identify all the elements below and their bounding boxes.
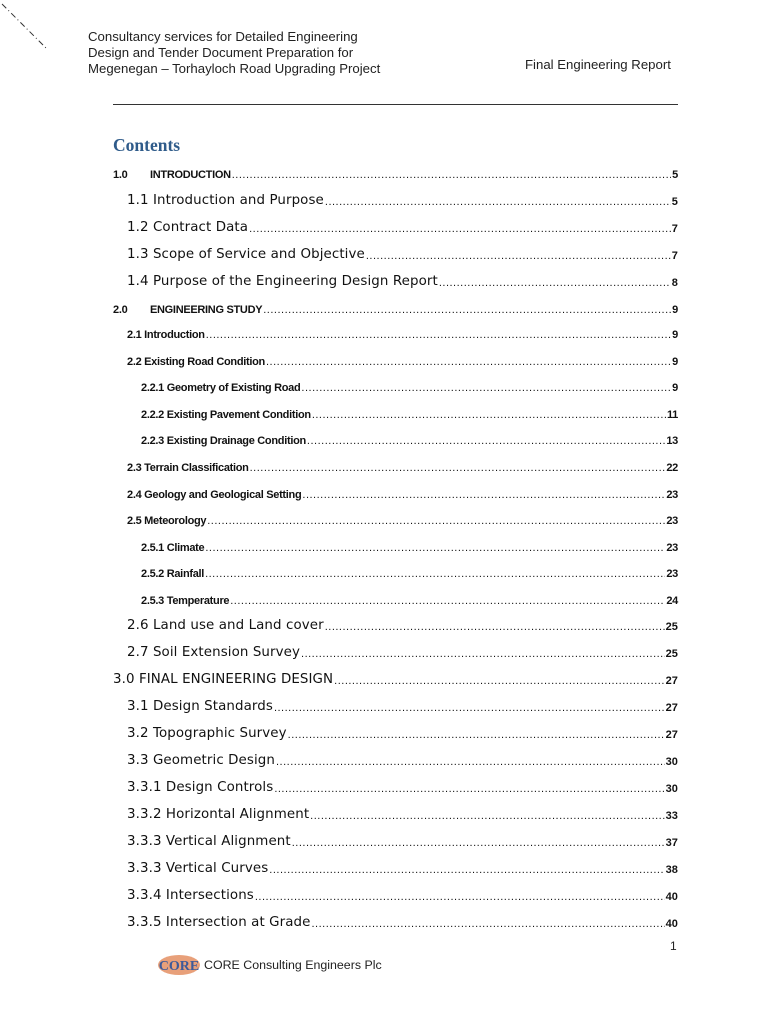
toc-dot-leader xyxy=(274,702,665,714)
toc-entry[interactable] xyxy=(113,157,678,181)
toc-dot-leader xyxy=(249,223,671,235)
toc-entry[interactable] xyxy=(141,556,678,580)
toc-entry[interactable] xyxy=(127,265,678,289)
toc-entry-title: ENGINEERING STUDY xyxy=(150,304,263,316)
toc-entry-page: 13 xyxy=(666,435,678,447)
toc-dot-leader xyxy=(276,756,665,768)
toc-entry-page: 40 xyxy=(665,891,678,903)
toc-entry[interactable] xyxy=(141,530,678,554)
header-title-line: Consultancy services for Detailed Engineering xyxy=(88,29,358,44)
toc-dot-leader xyxy=(301,648,665,660)
toc-dot-leader xyxy=(439,277,671,289)
toc-dot-leader xyxy=(325,196,671,208)
toc-entry-label xyxy=(113,672,333,687)
toc-entry[interactable] xyxy=(127,450,678,474)
corner-crop-mark xyxy=(0,0,60,60)
toc-entry[interactable] xyxy=(127,317,678,341)
footer xyxy=(157,953,382,977)
toc-entry-page: 38 xyxy=(665,864,678,876)
toc-entry-page: 25 xyxy=(665,621,678,633)
toc-entry-title: 3.3.4 Intersections xyxy=(127,888,254,903)
toc-entry-page: 33 xyxy=(665,810,678,822)
toc-entry-page: 23 xyxy=(666,489,678,501)
toc-entry-title: 3.3.2 Horizontal Alignment xyxy=(127,807,310,822)
toc-entry-title: 3.3.5 Intersection at Grade xyxy=(127,915,311,930)
toc-entry-title: 2.5 Meteorology xyxy=(127,515,207,527)
toc-entry-label xyxy=(127,193,324,208)
toc-entry[interactable] xyxy=(127,503,678,527)
toc-entry-page: 8 xyxy=(671,277,678,289)
toc-entry-label xyxy=(127,726,287,741)
toc-entry-label xyxy=(127,618,324,633)
toc-entry[interactable] xyxy=(141,397,678,421)
toc-entry-page: 24 xyxy=(666,595,678,607)
toc-entry-title: 3.1 Design Standards xyxy=(127,699,273,714)
toc-entry-title: 1.4 Purpose of the Engineering Design Report xyxy=(127,274,438,289)
toc-entry[interactable] xyxy=(127,184,678,208)
toc-entry[interactable] xyxy=(127,717,678,741)
toc-dot-leader xyxy=(255,891,665,903)
toc-dot-leader xyxy=(232,169,671,181)
header-divider xyxy=(113,104,678,105)
toc-entry-title: 3.3.3 Vertical Alignment xyxy=(127,834,291,849)
page-number: 1 xyxy=(670,939,677,953)
toc-entry-title: 2.2.1 Geometry of Existing Road xyxy=(141,382,301,394)
toc-entry-title: 2.5.1 Climate xyxy=(141,542,205,554)
toc-entry-page: 27 xyxy=(665,702,678,714)
toc-entry-label xyxy=(127,329,205,341)
toc-entry[interactable] xyxy=(113,663,678,687)
toc-entry-label xyxy=(141,595,229,607)
toc-dot-leader xyxy=(206,329,671,341)
toc-entry-title: 2.3 Terrain Classification xyxy=(127,462,249,474)
toc-dot-leader xyxy=(266,356,671,368)
toc-entry-label xyxy=(127,807,309,822)
toc-entry[interactable] xyxy=(141,423,678,447)
toc-dot-leader xyxy=(307,435,665,447)
toc-dot-leader xyxy=(207,515,665,527)
toc-dot-leader xyxy=(292,837,665,849)
toc-dot-leader xyxy=(334,675,664,687)
logo-lettering: CORE xyxy=(158,959,200,974)
toc-dot-leader xyxy=(312,409,666,421)
toc-entry-title: 2.2.2 Existing Pavement Condition xyxy=(141,409,311,421)
toc-entry[interactable] xyxy=(127,798,678,822)
toc-entry-page: 27 xyxy=(665,729,678,741)
toc-entry-label xyxy=(127,915,310,930)
toc-entry-label xyxy=(141,435,306,447)
toc-dot-leader xyxy=(288,729,665,741)
contents-heading: Contents xyxy=(113,135,181,155)
toc-entry-label xyxy=(141,409,311,421)
toc-entry-title: 3.3.1 Design Controls xyxy=(127,780,274,795)
toc-entry[interactable] xyxy=(113,292,678,316)
header-project-title xyxy=(88,29,428,77)
toc-entry-label xyxy=(141,382,300,394)
toc-entry-page: 23 xyxy=(666,515,678,527)
toc-entry-page: 7 xyxy=(671,250,678,262)
toc-entry[interactable] xyxy=(127,609,678,633)
toc-entry-title: 2.6 Land use and Land cover xyxy=(127,618,324,633)
toc-entry-label xyxy=(127,220,248,235)
toc-entry-page: 9 xyxy=(672,304,678,316)
toc-dot-leader xyxy=(205,542,665,554)
toc-entry-title: 2.1 Introduction xyxy=(127,329,205,341)
toc-entry[interactable] xyxy=(127,906,678,930)
toc-entry-label xyxy=(127,753,275,768)
toc-entry-label xyxy=(127,834,291,849)
toc-entry-title: 2.7 Soil Extension Survey xyxy=(127,645,301,660)
toc-entry-label xyxy=(127,274,438,289)
toc-entry[interactable] xyxy=(127,690,678,714)
toc-entry-page: 5 xyxy=(672,169,678,181)
toc-dot-leader xyxy=(230,595,665,607)
toc-entry[interactable] xyxy=(127,211,678,235)
toc-entry-label xyxy=(127,489,301,501)
toc-entry-title: 1.1 Introduction and Purpose xyxy=(127,193,324,208)
toc-entry[interactable] xyxy=(127,852,678,876)
toc-entry-page: 9 xyxy=(672,356,678,368)
toc-entry-label xyxy=(141,542,204,554)
toc-entry-title: 2.2.3 Existing Drainage Condition xyxy=(141,435,306,447)
toc-entry-page: 9 xyxy=(672,329,678,341)
header-report-name: Final Engineering Report xyxy=(525,57,671,72)
toc-entry-page: 30 xyxy=(665,756,678,768)
toc-entry-title: 2.4 Geology and Geological Setting xyxy=(127,489,302,501)
toc-entry-label xyxy=(127,888,254,903)
company-logo xyxy=(157,954,201,976)
toc-entry-page: 27 xyxy=(665,675,678,687)
toc-dot-leader xyxy=(205,568,665,580)
toc-dot-leader xyxy=(311,918,664,930)
toc-entry-label xyxy=(113,169,231,181)
toc-dot-leader xyxy=(366,250,671,262)
toc-entry-title: 3.2 Topographic Survey xyxy=(127,726,287,741)
toc-entry-label xyxy=(127,699,273,714)
toc-entry-label xyxy=(127,515,206,527)
toc-dot-leader xyxy=(302,489,665,501)
toc-entry-page: 40 xyxy=(665,918,678,930)
toc-entry-label xyxy=(127,356,265,368)
toc-entry-title: 2.2 Existing Road Condition xyxy=(127,356,265,368)
toc-entry-page: 23 xyxy=(666,542,678,554)
toc-entry[interactable] xyxy=(141,370,678,394)
toc-dot-leader xyxy=(325,621,665,633)
toc-entry-title: 3.3.3 Vertical Curves xyxy=(127,861,269,876)
toc-dot-leader xyxy=(301,382,671,394)
toc-entry[interactable] xyxy=(141,583,678,607)
toc-dot-leader xyxy=(269,864,664,876)
toc-entry-page: 11 xyxy=(666,409,678,421)
toc-entry[interactable] xyxy=(127,636,678,660)
toc-entry-title: 3.0 FINAL ENGINEERING DESIGN xyxy=(113,672,334,687)
header-title-line: Megenegan – Torhayloch Road Upgrading Project xyxy=(88,61,381,76)
toc-entry-title: 3.3 Geometric Design xyxy=(127,753,275,768)
toc-entry-page: 7 xyxy=(671,223,678,235)
toc-entry-label xyxy=(113,304,262,316)
toc-entry-label xyxy=(127,861,268,876)
toc-entry[interactable] xyxy=(127,477,678,501)
toc-entry-page: 9 xyxy=(672,382,678,394)
toc-entry-label xyxy=(127,780,273,795)
toc-entry-title: 2.5.2 Rainfall xyxy=(141,568,205,580)
toc-entry-page: 23 xyxy=(666,568,678,580)
toc-entry-label xyxy=(141,568,204,580)
toc-entry[interactable] xyxy=(127,879,678,903)
footer-company-name: CORE Consulting Engineers Plc xyxy=(204,958,382,972)
toc-entry-page: 37 xyxy=(665,837,678,849)
toc-entry[interactable] xyxy=(127,238,678,262)
toc-entry-page: 5 xyxy=(671,196,678,208)
toc-entry-label xyxy=(127,645,300,660)
toc-entry-page: 25 xyxy=(665,648,678,660)
header-title-line: Design and Tender Document Preparation for xyxy=(88,45,354,60)
toc-entry-page: 30 xyxy=(665,783,678,795)
toc-entry-page: 22 xyxy=(666,462,678,474)
toc-dot-leader xyxy=(263,304,671,316)
toc-dot-leader xyxy=(250,462,666,474)
toc-entry[interactable] xyxy=(127,825,678,849)
toc-dot-leader xyxy=(310,810,664,822)
toc-entry[interactable] xyxy=(127,744,678,768)
toc-entry-title: 1.2 Contract Data xyxy=(127,220,249,235)
toc-entry-label xyxy=(127,247,365,262)
toc-entry-title: 1.3 Scope of Service and Objective xyxy=(127,247,365,262)
toc-entry-title: 2.5.3 Temperature xyxy=(141,595,230,607)
toc-entry-title: INTRODUCTION xyxy=(150,169,231,181)
toc-entry-number: 2.0 xyxy=(113,304,128,316)
toc-entry[interactable] xyxy=(127,771,678,795)
toc-dot-leader xyxy=(274,783,664,795)
toc-entry-label xyxy=(127,462,249,474)
toc-entry[interactable] xyxy=(127,344,678,368)
toc-entry-number: 1.0 xyxy=(113,169,128,181)
